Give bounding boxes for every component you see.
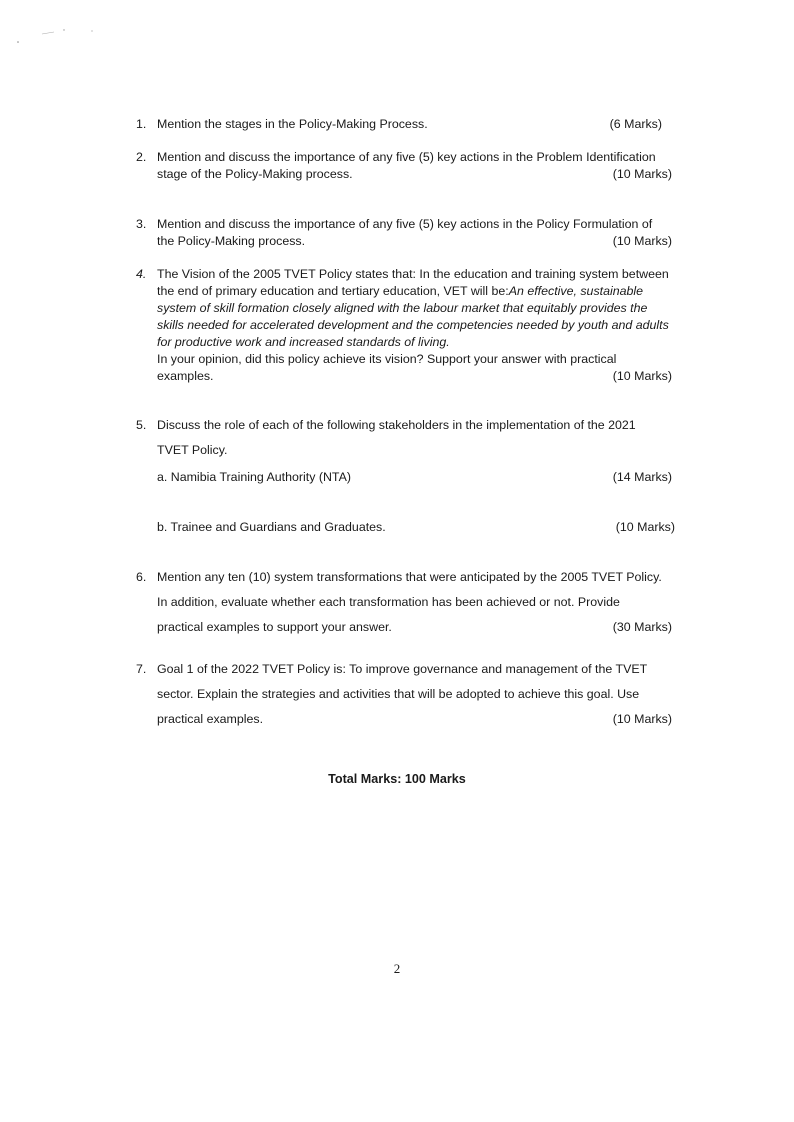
question-text: Mention any ten (10) system transformations that were anticipated by the 2005 TVET Policy. — [157, 570, 662, 584]
question-2 — [136, 149, 672, 183]
page-number: 2 — [393, 961, 401, 976]
question-number: 2. — [136, 150, 147, 164]
total-marks: Total Marks: 100 Marks — [328, 772, 466, 786]
question-number: 3. — [136, 217, 147, 231]
question-3 — [136, 216, 672, 250]
question-text: stage of the Policy-Making process. — [157, 167, 353, 181]
question-number: 7. — [136, 662, 147, 676]
question-text: TVET Policy. — [157, 443, 228, 457]
sub-question-a: a. Namibia Training Authority (NTA) — [157, 470, 351, 484]
marks-label: (10 Marks) — [615, 520, 675, 534]
vision-quote: system of skill formation closely aligned with the labour market that equitably provides the — [157, 301, 648, 315]
question-text: Discuss the role of each of the following stakeholders in the implementation of the 2021 — [157, 418, 636, 432]
question-text: practical examples to support your answer. — [157, 620, 392, 634]
question-number: 4. — [136, 267, 147, 281]
marks-label: (14 Marks) — [612, 470, 672, 484]
question-text: Goal 1 of the 2022 TVET Policy is: To improve governance and management of the TVET — [157, 662, 648, 676]
vision-quote: skills needed for accelerated development and the competencies needed by youth and adults — [157, 318, 669, 332]
question-text: the end of primary education and tertiary education, VET will be: — [157, 284, 509, 298]
question-text: In your opinion, did this policy achieve its vision? Support your answer with practical — [157, 352, 617, 366]
question-number: 1. — [136, 117, 147, 131]
marks-label: (10 Marks) — [612, 369, 672, 383]
question-text: Mention and discuss the importance of any five (5) key actions in the Problem Identification — [157, 150, 656, 164]
question-text: In addition, evaluate whether each transformation has been achieved or not. Provide — [157, 595, 620, 609]
question-text: examples. — [157, 369, 214, 383]
marks-label: (10 Marks) — [612, 167, 672, 181]
question-4 — [136, 266, 672, 385]
question-6 — [136, 565, 672, 640]
vision-quote: An effective, sustainable — [508, 284, 644, 298]
question-text: practical examples. — [157, 712, 264, 726]
question-number: 6. — [136, 570, 147, 584]
question-1 — [136, 116, 672, 133]
question-text: sector. Explain the strategies and activities that will be adopted to achieve this goal. Use — [157, 687, 640, 701]
question-text: The Vision of the 2005 TVET Policy states that: In the education and training system between — [157, 267, 669, 281]
marks-label: (30 Marks) — [612, 620, 672, 634]
marks-label: (10 Marks) — [612, 234, 672, 248]
question-text: Mention the stages in the Policy-Making Process. — [157, 117, 428, 131]
question-text: the Policy-Making process. — [157, 234, 306, 248]
question-number: 5. — [136, 418, 147, 432]
question-5 — [136, 413, 675, 536]
vision-quote: for productive work and increased standards of living. — [157, 335, 450, 349]
marks-label: (6 Marks) — [609, 117, 662, 131]
scan-specks — [14, 22, 104, 46]
question-7 — [136, 657, 672, 732]
marks-label: (10 Marks) — [612, 712, 672, 726]
question-text: Mention and discuss the importance of any five (5) key actions in the Policy Formulation of — [157, 217, 653, 231]
sub-question-b: b. Trainee and Guardians and Graduates. — [157, 520, 386, 534]
